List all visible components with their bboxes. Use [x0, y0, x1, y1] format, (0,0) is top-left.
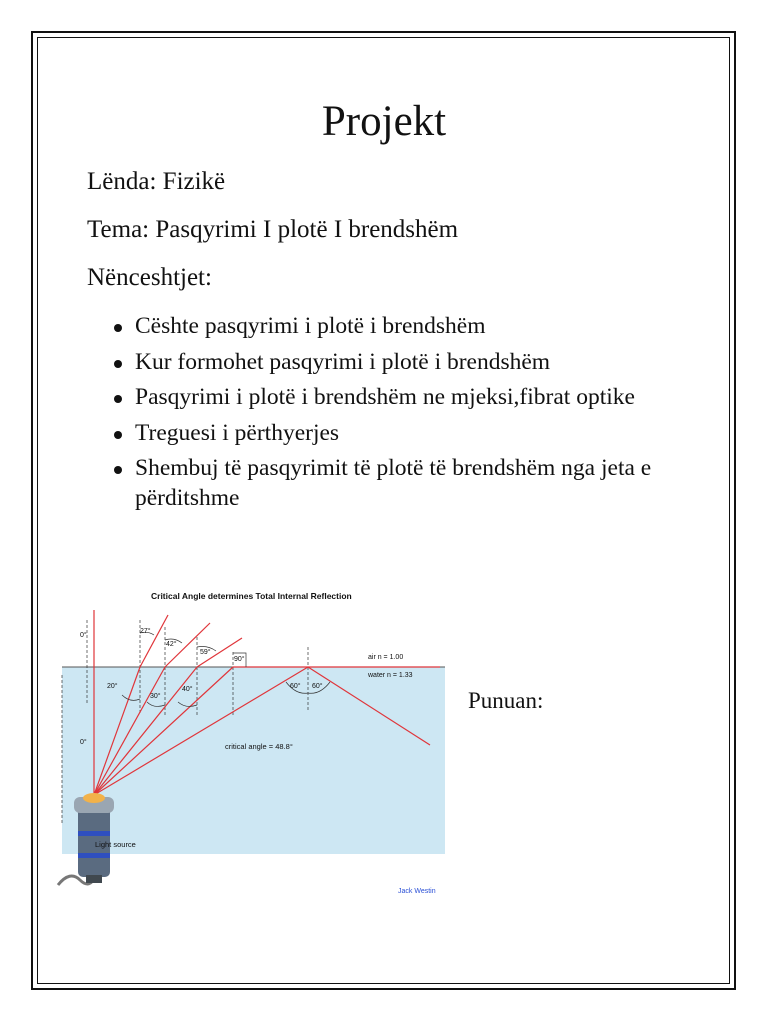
angle-label: 27°: [140, 628, 151, 635]
figure-credit: Jack Westin: [398, 888, 436, 895]
page-title: Projekt: [321, 98, 447, 145]
air-label: air n = 1.00: [368, 654, 404, 661]
water-region: [62, 667, 445, 854]
angle-label: 0°: [80, 739, 87, 746]
bullet-icon: [114, 466, 122, 474]
bullet-icon: [114, 360, 122, 368]
bullet-icon: [114, 395, 122, 403]
water-label: water n = 1.33: [368, 672, 413, 679]
angle-label: 0°: [80, 632, 87, 639]
subtopics-list: [113, 312, 713, 519]
angle-label: 60°: [312, 683, 323, 690]
figure-title: Critical Angle determines Total Internal Reflection: [151, 591, 352, 601]
angle-label: 30°: [150, 693, 161, 700]
worked-by-label: Punuan:: [468, 688, 544, 713]
light-source-label: Light source: [95, 840, 136, 849]
subject-line: Lënda: Fizikë: [87, 168, 226, 195]
list-item: Kur formohet pasqyrimi i plotë i brendshëm: [113, 348, 713, 378]
angle-label: 20°: [107, 683, 118, 690]
angle-label: 90°: [234, 656, 245, 663]
bullet-icon: [114, 324, 122, 332]
list-item: Cështe pasqyrimi i plotë i brendshëm: [113, 312, 713, 342]
list-item: Shembuj të pasqyrimit të plotë të brendshëm nga jeta e përditshme: [113, 454, 713, 513]
angle-label: 59°: [200, 649, 211, 656]
bullet-icon: [114, 431, 122, 439]
list-item: Treguesi i përthyerjes: [113, 419, 713, 449]
list-item: Pasqyrimi i plotë i brendshëm ne mjeksi,fibrat optike: [113, 383, 713, 413]
angle-label: 60°: [290, 683, 301, 690]
subtopics-heading: Nënceshtjet:: [87, 264, 212, 291]
topic-line: Tema: Pasqyrimi I plotë I brendshëm: [87, 216, 459, 243]
angle-label: 42°: [166, 641, 177, 648]
critical-angle-label: critical angle = 48.8°: [225, 742, 293, 751]
angle-label: 40°: [182, 686, 193, 693]
